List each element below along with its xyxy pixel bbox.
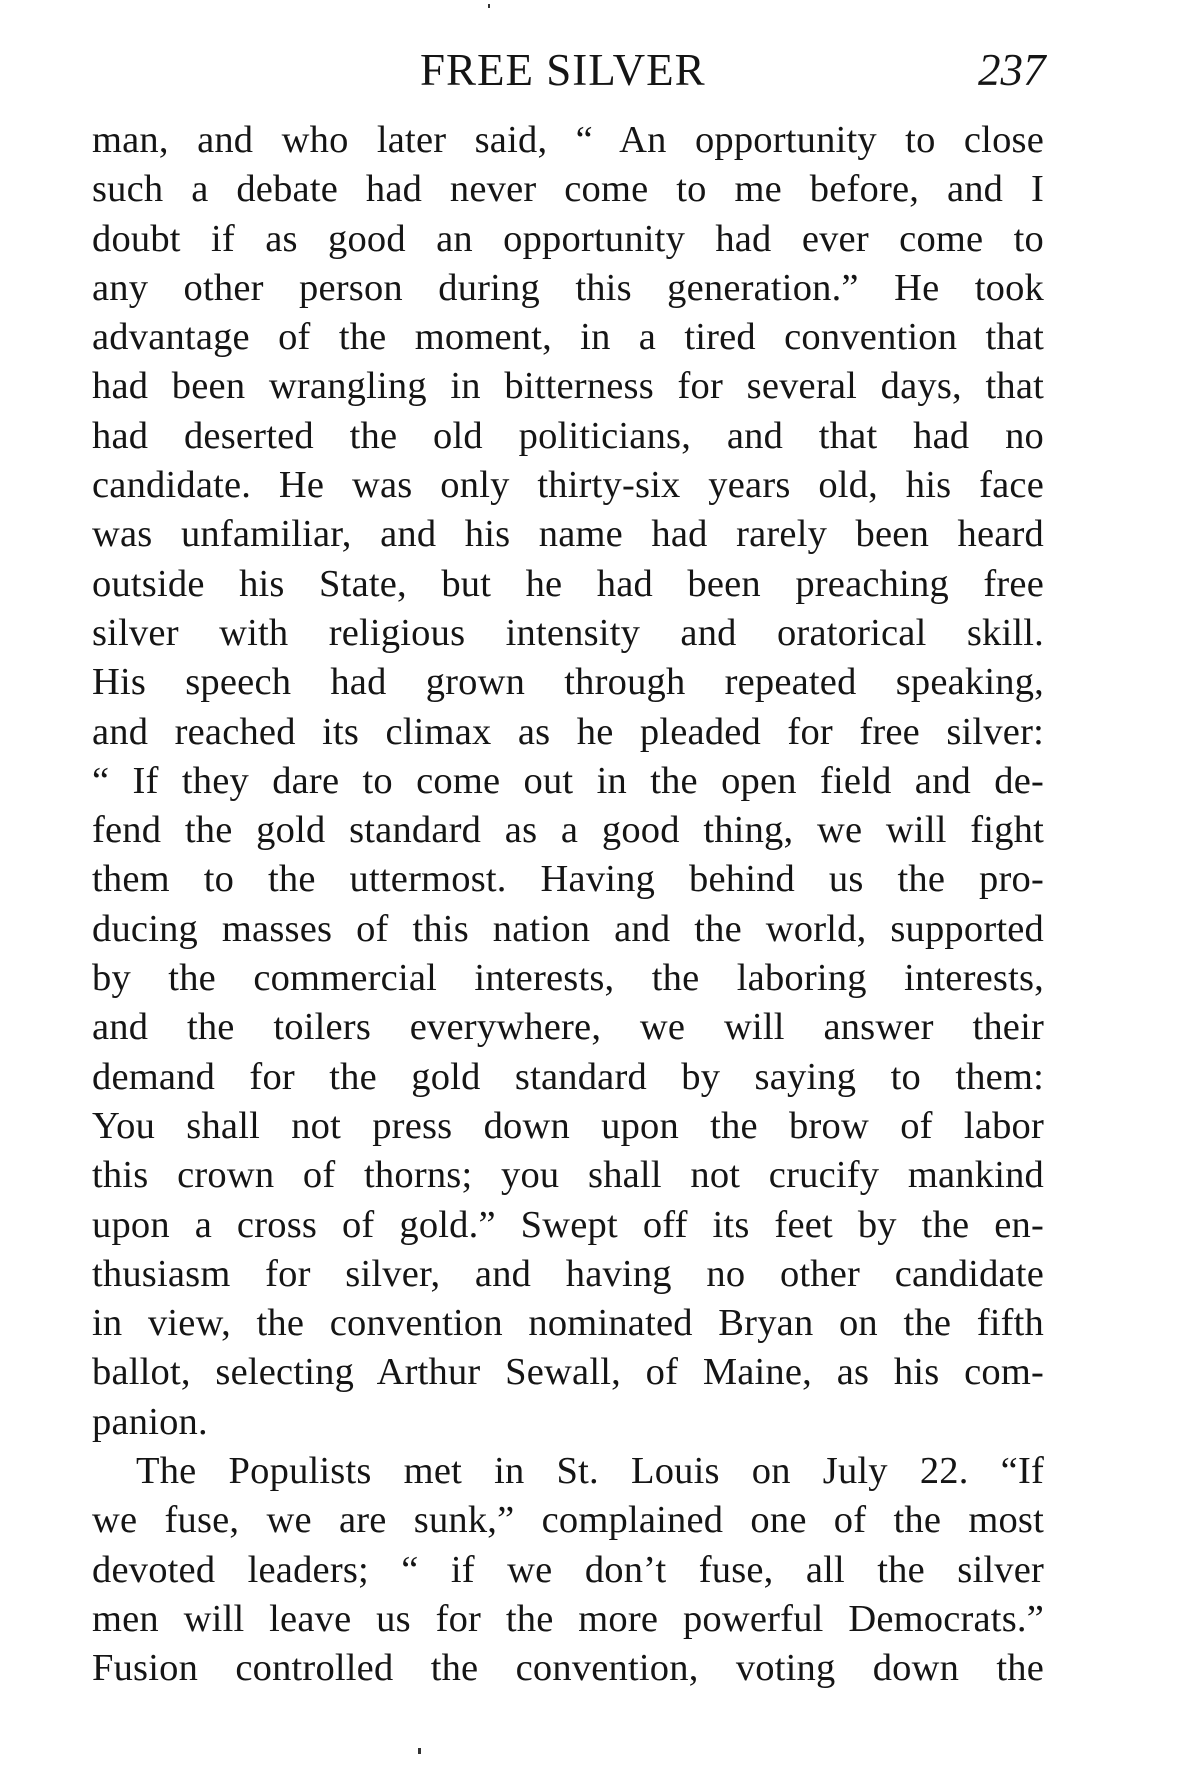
text-line: ducing masses of this nation and the world, supported — [92, 907, 1044, 950]
text-line: His speech had grown through repeated speaking, — [92, 661, 1044, 704]
text-line: them to the uttermost. Having behind us the pro- — [92, 858, 1044, 901]
print-speck — [418, 1748, 421, 1754]
text-line: ballot, selecting Arthur Sewall, of Maine, as his com- — [92, 1351, 1044, 1394]
page-number: 237 — [978, 45, 1046, 95]
text-line: advantage of the moment, in a tired convention that — [92, 316, 1044, 359]
text-line: man, and who later said, “ An opportunity to close — [92, 119, 1044, 161]
text-line: You shall not press down upon the brow of labor — [92, 1104, 1044, 1147]
text-line: had been wrangling in bitterness for several days, that — [92, 365, 1044, 408]
running-head — [0, 40, 1180, 100]
text-line: “ If they dare to come out in the open field and de- — [92, 759, 1044, 802]
text-line: doubt if as good an opportunity had ever come to — [92, 217, 1044, 260]
text-line: in view, the convention nominated Bryan on the fifth — [92, 1302, 1044, 1345]
text-line: and reached its climax as he pleaded for free silver: — [92, 710, 1044, 753]
text-line: candidate. He was only thirty-six years old, his face — [92, 464, 1044, 507]
text-line: fend the gold standard as a good thing, we will fight — [92, 809, 1044, 852]
text-line: outside his State, but he had been preaching free — [92, 562, 1044, 605]
text-line: silver with religious intensity and oratorical skill. — [92, 611, 1044, 654]
print-speck — [488, 4, 490, 8]
text-line: and the toilers everywhere, we will answer their — [92, 1006, 1044, 1049]
text-line: such a debate had never come to me before, and I — [92, 168, 1044, 211]
text-line: any other person during this generation.” He took — [92, 266, 1044, 309]
text-line: had deserted the old politicians, and that had no — [92, 414, 1044, 457]
text-line: Fusion controlled the convention, voting down the — [92, 1647, 1044, 1690]
text-line: this crown of thorns; you shall not crucify mankind — [92, 1154, 1044, 1197]
paragraph — [92, 1447, 1044, 1693]
text-line: by the commercial interests, the laboring interests, — [92, 957, 1044, 1000]
text-line: panion. — [92, 1400, 208, 1443]
text-line: we fuse, we are sunk,” complained one of the most — [92, 1499, 1044, 1542]
text-line: upon a cross of gold.” Swept off its feet by the en- — [92, 1203, 1044, 1246]
running-title: FREE SILVER — [420, 45, 706, 95]
text-line: men will leave us for the more powerful Democrats.” — [92, 1597, 1044, 1640]
text-line: devoted leaders; “ if we don’t fuse, all the silver — [92, 1548, 1044, 1591]
paragraph — [92, 116, 1044, 1447]
text-line: The Populists met in St. Louis on July 22. “If — [136, 1450, 1044, 1493]
text-line: was unfamiliar, and his name had rarely been heard — [92, 513, 1044, 556]
text-line: demand for the gold standard by saying to them: — [92, 1055, 1044, 1098]
body-text — [92, 116, 1044, 1694]
text-line: thusiasm for silver, and having no other candidate — [92, 1252, 1044, 1295]
